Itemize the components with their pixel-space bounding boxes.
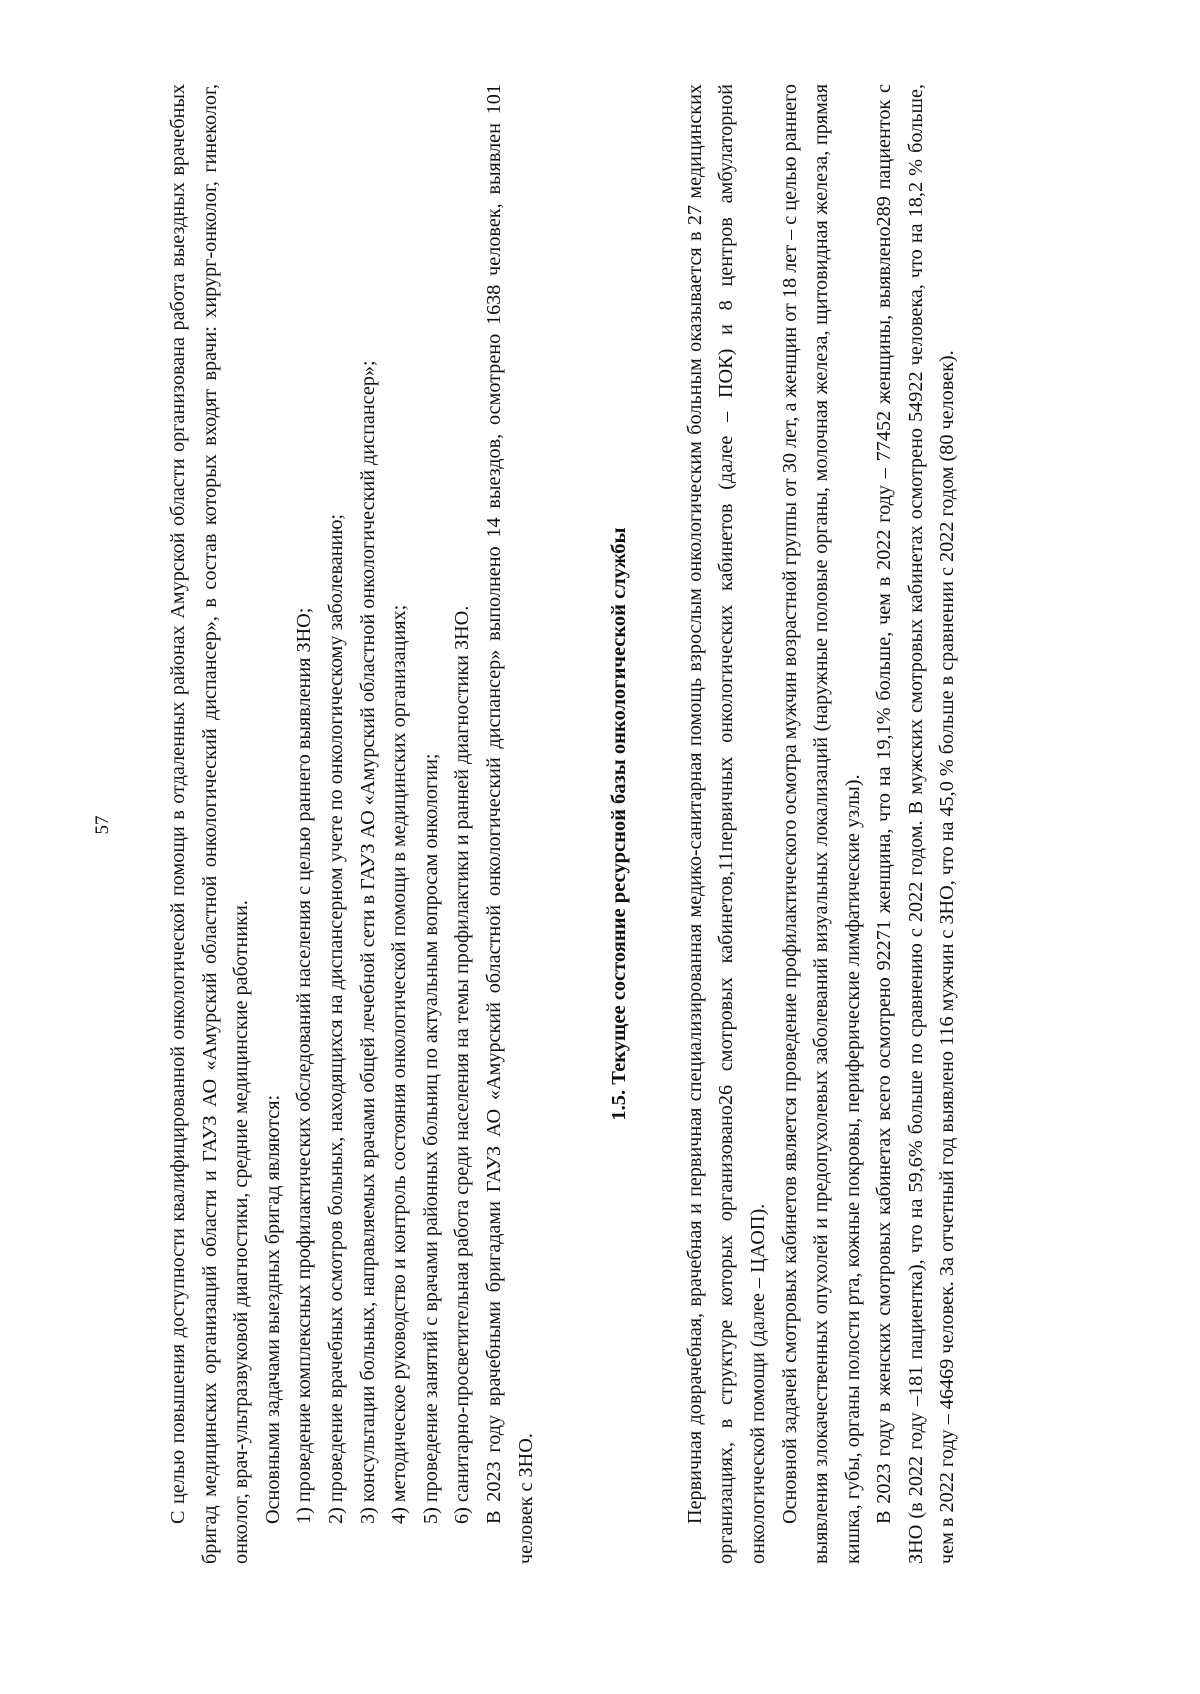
screening-task-paragraph: Основной задачей смотровых кабинетов является проведение профилактического осмотра мужчин возрастной группы от 30 лет, а женщин от 18 лет – с целью раннего выявления злокачественных опухолей и предопухолевых заболеваний визуальных локализаций (наружные половые органы, молочная железа, щитовидная железа, прямая кишка, губы, органы полости рта, кожные покровы, периферические лимфатические узлы).	[778, 84, 864, 1564]
task-item-3: 3) консультации больных, направляемых врачами общей лечебной сети в ГАУЗ АО «Амурский областной онкологический диспансер»;	[356, 360, 379, 1524]
task-item-6: 6) санитарно-просветительная работа среди населения на темы профилактики и ранней диагностики ЗНО.	[451, 605, 474, 1524]
resource-paragraph: Первичная доврачебная, врачебная и первичная специализированная медико-санитарная помощь взрослым онкологическим больным оказывается в 27 медицинских организациях, в структуре которых организовано26 смотровых кабинетов,11первичных онкологических кабинетов (далее – ПОК) и 8 центров амбулаторной онкологической помощи (далее – ЦАОП).	[683, 84, 769, 1564]
screening-stats-paragraph: В 2023 году в женских смотровых кабинетах всего осмотрено 92271 женщина, что на 19,1% больше, чем в 2022 году – 77452 женщины, выявлено289 пациенток с ЗНО (в 2022 году –181 пациентка), что на 59,6% больше по сравнению с 2022 годом. В мужских смотровых кабинетах осмотрено 54922 человека, что на 18,2 % больше, чем в 2022 году – 46469 человек. За отчетный год выявлено 116 мужчин с ЗНО, что на 45,0 % больше в сравнении с 2022 годом (80 человек).	[873, 84, 959, 1564]
task-item-4: 4) методическое руководство и контроль состояния онкологической помощи в медицинских организациях;	[388, 604, 411, 1524]
tasks-lead: Основными задачами выездных бригад являются:	[261, 1094, 284, 1524]
tasks-list	[289, 84, 479, 1564]
rotated-document-body	[163, 84, 1043, 1564]
task-item-2: 2) проведение врачебных осмотров больных, находящихся на диспансерном учете по онкологическому заболеванию;	[324, 513, 347, 1524]
section-heading: 1.5. Текущее состояние ресурсной базы онкологической службы	[608, 527, 631, 1121]
task-item-5: 5) проведение занятий с врачами районных больниц по актуальным вопросам онкологии;	[419, 753, 442, 1524]
result-paragraph: В 2023 году врачебными бригадами ГАУЗ АО «Амурский областной онкологический диспансер» выполнено 14 выездов, осмотрено 1638 человек, выявлен 101 человек с ЗНО.	[482, 84, 537, 1564]
page-number: 57	[92, 815, 113, 835]
task-item-1: 1) проведение комплексных профилактических обследований населения с целью раннего выявления ЗНО;	[293, 607, 316, 1524]
intro-paragraph: С целью повышения доступности квалифицированной онкологической помощи в отдаленных районах Амурской области организована работа выездных врачебных бригад медицинских организаций области и ГАУЗ АО «Амурский областной онкологический диспансер», в состав которых входят врачи: хирург-онколог, гинеколог, онколог, врач-ультразвуковой диагностики, средние медицинские работники.	[167, 84, 253, 1564]
